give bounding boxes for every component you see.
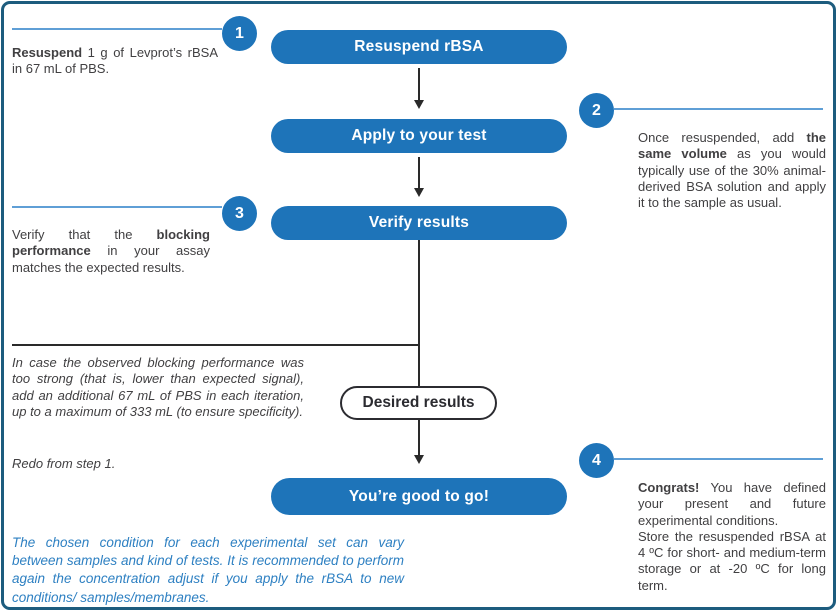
step-4-note-line1 <box>638 480 826 529</box>
step-3-note-pre: Verify that the <box>12 227 157 242</box>
step-2-note-bold: the same volume <box>638 130 826 162</box>
step-1-marker <box>222 16 257 51</box>
flow-arrow-2-line <box>418 157 420 188</box>
step-2-marker <box>579 93 614 128</box>
flow-node-resuspend-label: Resuspend rBSA <box>354 38 484 55</box>
step-4-number: 4 <box>592 451 601 469</box>
loop-note-paragraph: In case the observed blocking performance was too strong (that is, lower than expected signal), add an additional 67 mL of PBS in each iteration, up to a maximum of 333 mL (to ensure specificity). <box>12 355 304 419</box>
step-2-number: 2 <box>592 101 601 119</box>
step-2-note-post: as you would typically use of the 30% animal-derived BSA solution and apply it to the sample as usual. <box>638 146 826 211</box>
step-3-number: 3 <box>235 204 244 222</box>
flow-node-verify-label: Verify results <box>368 214 470 231</box>
step-3-note-post: in your assay matches the expected results. <box>12 243 210 275</box>
step-1-note <box>12 45 218 78</box>
step-1-callout-line <box>12 28 222 30</box>
flow-arrow-3-line <box>418 420 420 455</box>
flow-arrow-3-head <box>414 455 424 464</box>
step-1-note-bold: Resuspend <box>12 45 83 60</box>
step-4-note-bold: Congrats! <box>638 480 700 495</box>
flow-node-good-to-go <box>271 478 567 515</box>
footer-note: The chosen condition for each experimental set can vary between samples and kind of tests. It is recommended to perform again the concentration adjust if you apply the rBSA to new conditions/ samples/membranes. <box>12 535 404 605</box>
flow-arrow-1-head <box>414 100 424 109</box>
flow-node-good-to-go-label: You’re good to go! <box>348 487 490 505</box>
flow-node-desired-results <box>340 386 497 420</box>
flow-node-desired-results-label: Desired results <box>362 394 475 411</box>
step-4-callout-line <box>614 458 823 460</box>
flow-loopback-line <box>12 344 420 346</box>
flow-arrow-1-line <box>418 68 420 100</box>
loop-note <box>12 355 304 420</box>
flow-node-apply-label: Apply to your test <box>351 127 487 144</box>
step-1-number: 1 <box>235 24 244 42</box>
step-2-note <box>638 130 826 211</box>
flow-node-resuspend <box>271 30 567 64</box>
flow-node-apply <box>271 119 567 153</box>
step-3-callout-line <box>12 206 222 208</box>
step-4-note-rest: You have defined your present and future experimental conditions. <box>638 480 826 528</box>
step-4-note <box>638 480 826 594</box>
step-4-marker <box>579 443 614 478</box>
flow-arrow-2-head <box>414 188 424 197</box>
loop-note-redo: Redo from step 1. <box>12 456 116 471</box>
step-4-note-line2: Store the resuspended rBSA at 4 ºC for short- and medium-term storage or at -20 ºC for long term. <box>638 528 826 593</box>
step-3-marker <box>222 196 257 231</box>
step-3-note-bold: blocking performance <box>12 227 210 259</box>
step-2-callout-line <box>614 108 823 110</box>
step-1-note-rest: 1 g of Levprot’s rBSA in 67 mL of PBS. <box>12 45 218 77</box>
flow-connector-verify-decision <box>418 240 420 386</box>
flow-node-verify <box>271 206 567 240</box>
step-3-note <box>12 227 210 276</box>
step-2-note-pre: Once resuspended, add <box>638 130 807 145</box>
